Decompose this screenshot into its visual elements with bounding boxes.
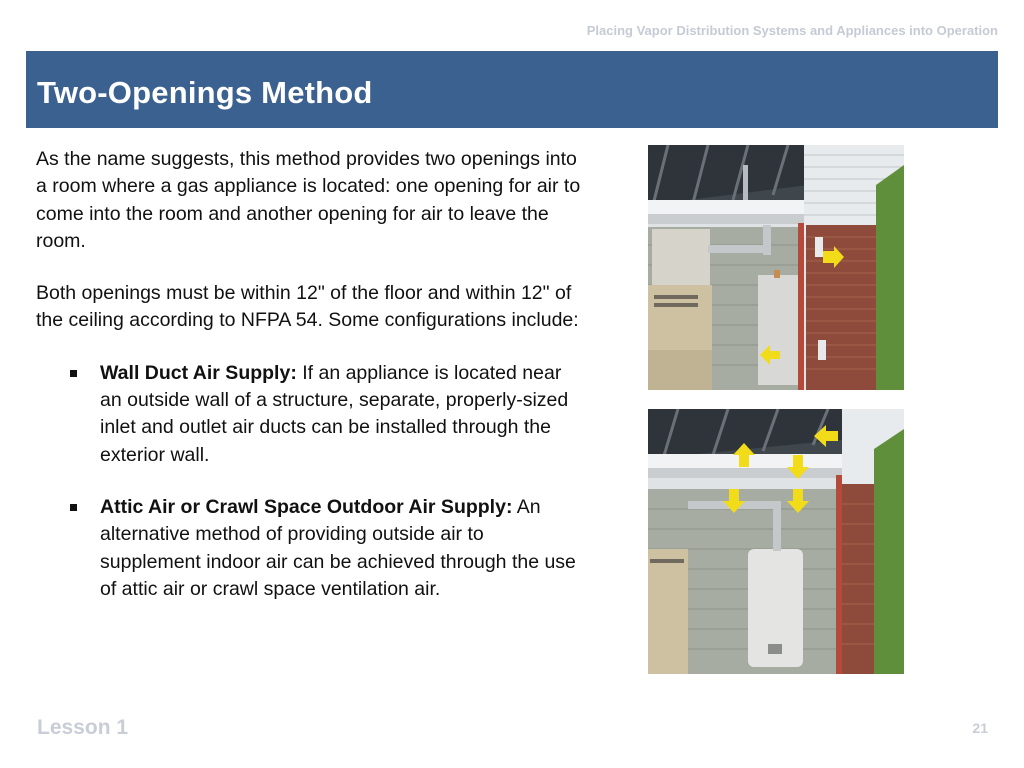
wall-duct-illustration-icon bbox=[648, 145, 904, 390]
body-content bbox=[36, 146, 586, 628]
bullet-square-icon bbox=[70, 370, 77, 377]
attic-air-illustration bbox=[648, 409, 904, 674]
list-item bbox=[36, 494, 586, 603]
page-number: 21 bbox=[972, 720, 988, 736]
attic-air-illustration-icon bbox=[648, 409, 904, 674]
wall-duct-illustration bbox=[648, 145, 904, 390]
bullet-label: Wall Duct Air Supply: bbox=[100, 361, 297, 384]
list-item bbox=[36, 360, 586, 469]
footer-lesson: Lesson 1 bbox=[37, 716, 129, 739]
title-bar bbox=[26, 51, 998, 128]
bullet-text: An alternative method of providing outside air to supplement indoor air can be achieved through the use of attic air or crawl space ventilation air. bbox=[100, 495, 576, 600]
configuration-list bbox=[36, 360, 586, 603]
page-title: Two-Openings Method bbox=[37, 75, 373, 110]
requirements-paragraph: Both openings must be within 12" of the floor and within 12" of the ceiling according to NFPA 54. Some configurations include: bbox=[36, 282, 579, 332]
intro-paragraph: As the name suggests, this method provides two openings into a room where a gas appliance is located: one opening for air to come into the room and another opening for air to leave the room. bbox=[36, 148, 581, 252]
header-caption: Placing Vapor Distribution Systems and Appliances into Operation bbox=[586, 23, 998, 38]
bullet-text: If an appliance is located near an outside wall of a structure, separate, properly-sized inlet and outlet air ducts can be installed through the exterior wall. bbox=[100, 361, 569, 466]
bullet-square-icon bbox=[70, 504, 77, 511]
bullet-label: Attic Air or Crawl Space Outdoor Air Supply: bbox=[100, 495, 513, 518]
